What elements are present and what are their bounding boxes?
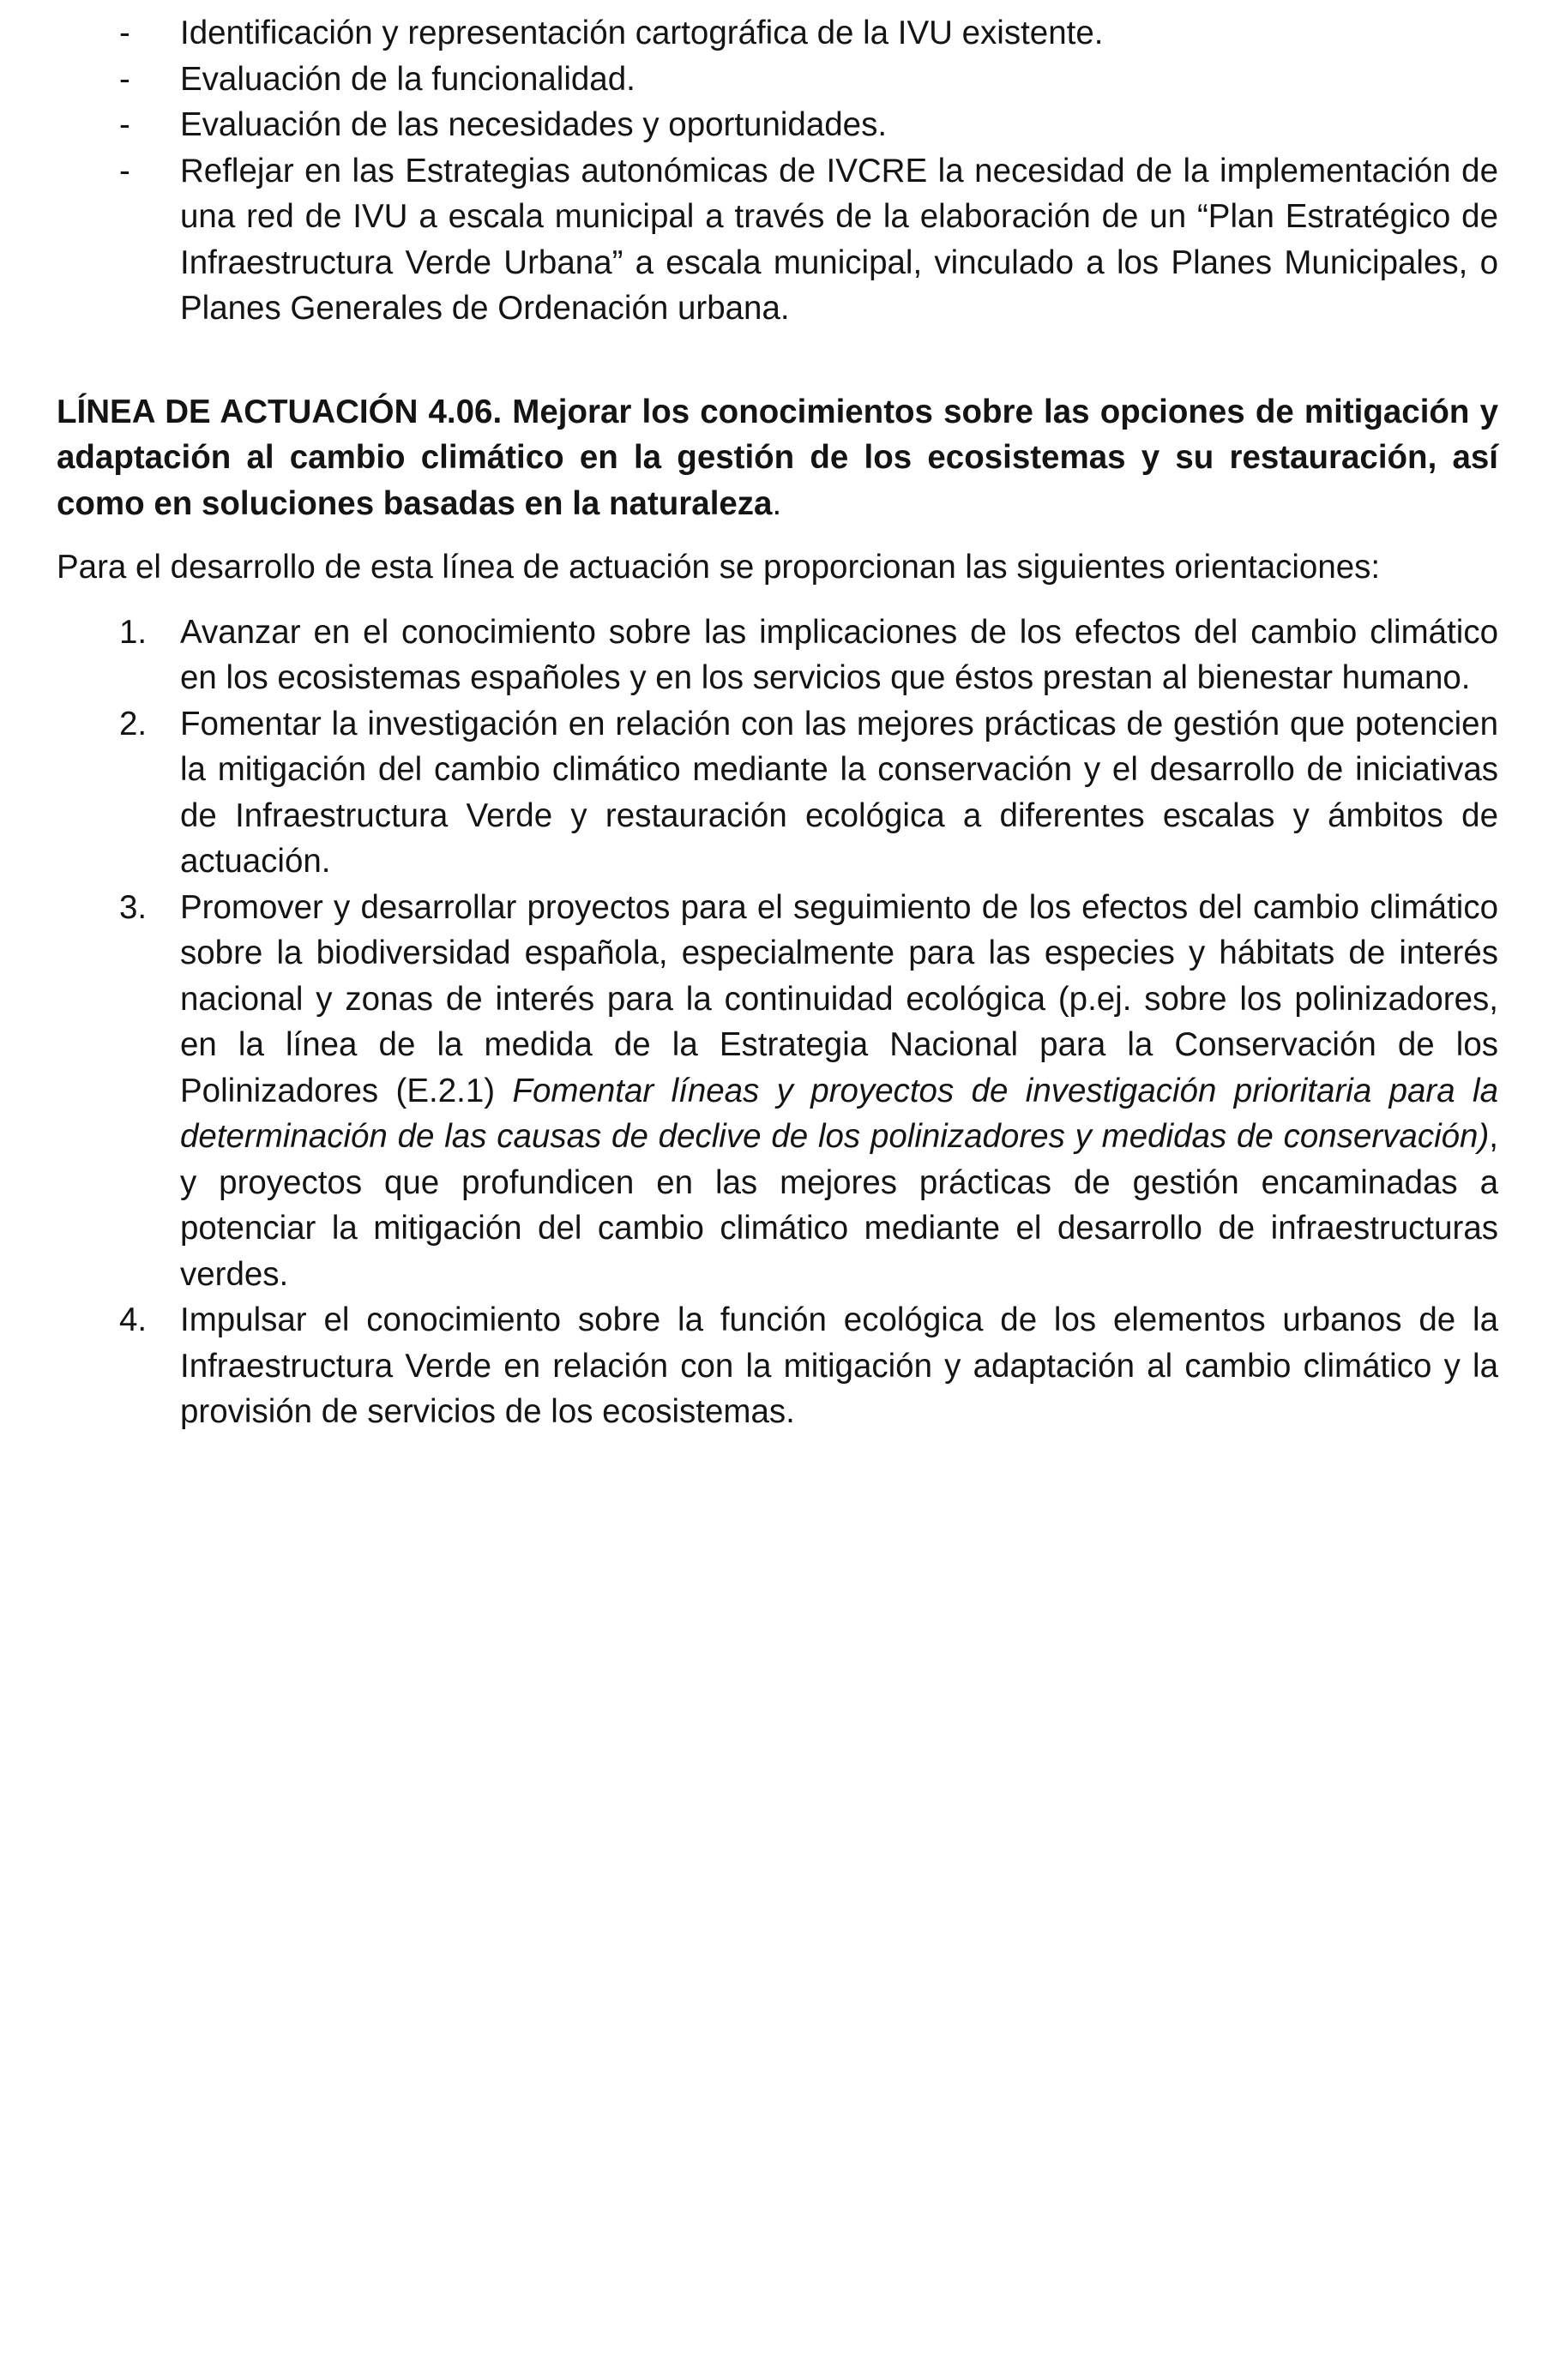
dash-marker: - xyxy=(119,60,130,98)
list-item xyxy=(57,102,1498,148)
list-item xyxy=(57,10,1498,57)
list-item-text-end: , y proyectos que profundicen en las mejores prácticas de gestión encaminadas a potenciar la mitigación del cambio climático mediante el desarrollo de infraestructuras verdes. xyxy=(180,1118,1498,1293)
document-page xyxy=(57,10,1498,1435)
list-item xyxy=(57,610,1498,701)
list-item-text xyxy=(180,889,1498,1293)
item-number: 4. xyxy=(119,1301,148,1338)
ivu-steps-list xyxy=(57,10,1498,332)
section-heading-bold: LÍNEA DE ACTUACIÓN 4.06. Mejorar los conocimientos sobre las opciones de mitigación y adaptación al cambio climático en la gestión de los ecosistemas y su restauración, así como en soluciones basadas en la naturaleza xyxy=(57,393,1498,522)
list-item-text: Identificación y representación cartográfica de la IVU existente. xyxy=(180,15,1104,51)
section-heading xyxy=(57,389,1498,527)
list-item-text: Avanzar en el conocimiento sobre las implicaciones de los efectos del cambio climático en los ecosistemas españoles y en los servicios que éstos prestan al bienestar humano. xyxy=(180,613,1498,696)
dash-marker: - xyxy=(119,106,130,143)
list-item xyxy=(57,701,1498,885)
section-heading-period: . xyxy=(772,484,782,522)
list-item xyxy=(57,148,1498,332)
list-item-text: Evaluación de la funcionalidad. xyxy=(180,60,635,98)
list-item-text: Reflejar en las Estrategias autonómicas de IVCRE la necesidad de la implementación de una red de IVU a escala municipal a través de la elaboración de un “Plan Estratégico de Infraestructura Verde Urbana” a escala municipal, vinculado a los Planes Municipales, o Planes Generales de Ordenación urbana. xyxy=(180,152,1498,327)
orientations-list xyxy=(57,610,1498,1435)
list-item xyxy=(57,57,1498,103)
list-item xyxy=(57,885,1498,1298)
section-intro: Para el desarrollo de esta línea de actuación se proporcionan las siguientes orientaciones: xyxy=(57,549,1381,586)
dash-marker: - xyxy=(119,15,130,51)
quoted-measure-italic: Fomentar líneas y proyectos de investigación prioritaria para la determinación de las causas de declive de los polinizadores y medidas de conservación) xyxy=(180,1072,1499,1155)
dash-marker: - xyxy=(119,152,130,189)
list-item-text-start: Promover y desarrollar proyectos para el seguimiento de los efectos del cambio climático sobre la biodiversidad española, especialmente para las especies y hábitats de interés nacional y zonas de interés para la continuidad ecológica (p.ej. sobre los polinizadores, en la línea de la medida de la Estrategia Nacional para la Conservación de los Polinizadores (E.2.1) xyxy=(180,888,1498,1109)
list-item-text: Fomentar la investigación en relación con las mejores prácticas de gestión que potencien la mitigación del cambio climático mediante la conservación y el desarrollo de iniciativas de Infraestructura Verde y restauración ecológica a diferentes escalas y ámbitos de actuación. xyxy=(180,705,1498,880)
list-item xyxy=(57,1297,1498,1435)
item-number: 3. xyxy=(119,888,148,926)
item-number: 1. xyxy=(119,613,148,651)
item-number: 2. xyxy=(119,705,148,742)
list-item-text: Impulsar el conocimiento sobre la función ecológica de los elementos urbanos de la Infraestructura Verde en relación con la mitigación y adaptación al cambio climático y la provisión de servicios de los ecosistemas. xyxy=(180,1301,1498,1430)
list-item-text: Evaluación de las necesidades y oportunidades. xyxy=(180,106,888,143)
